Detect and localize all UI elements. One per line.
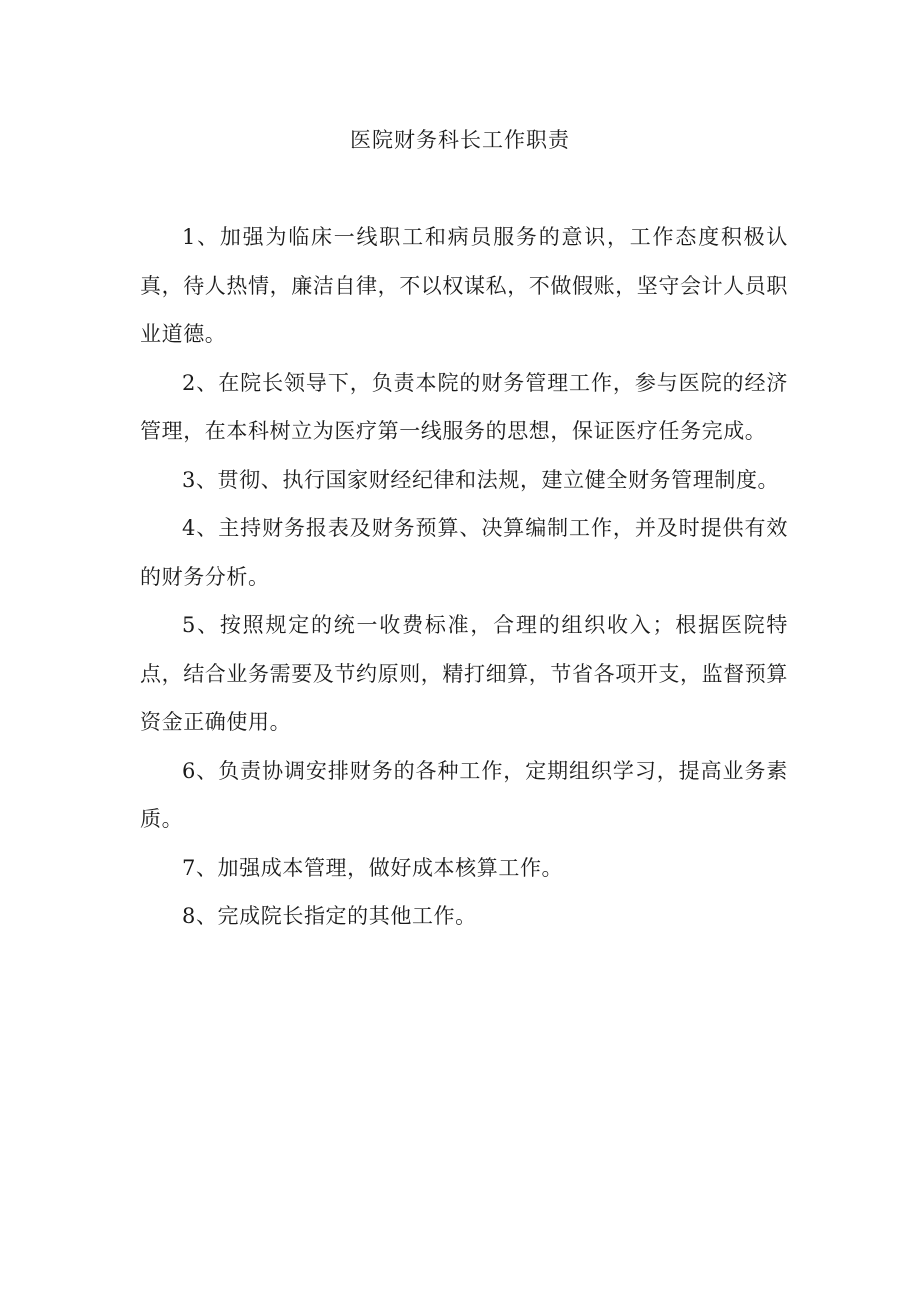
paragraph-3: 3、贯彻、执行国家财经纪律和法规，建立健全财务管理制度。 [182, 467, 780, 492]
paragraph-6: 6、负责协调安排财务的各种工作，定期组织学习，提高业务素质。 [140, 758, 788, 831]
document-title: 医院财务科长工作职责 [350, 128, 570, 152]
paragraph-8: 8、完成院长指定的其他工作。 [182, 904, 477, 928]
document-body [140, 213, 788, 941]
paragraph-7: 7、加强成本管理，做好成本核算工作。 [182, 855, 564, 880]
paragraph-5: 5、按照规定的统一收费标准，合理的组织收入；根据医院特点，结合业务需要及节约原则，精打细算，节省各项开支，监督预算资金正确使用。 [140, 613, 788, 734]
paragraph-4: 4、主持财务报表及财务预算、决算编制工作，并及时提供有效的财务分析。 [140, 516, 788, 589]
paragraph-2: 2、在院长领导下，负责本院的财务管理工作，参与医院的经济管理，在本科树立为医疗第一线服务的思想，保证医疗任务完成。 [140, 370, 788, 443]
paragraph-1: 1、加强为临床一线职工和病员服务的意识，工作态度积极认真，待人热情，廉洁自律，不以权谋私，不做假账，坚守会计人员职业道德。 [140, 225, 788, 346]
